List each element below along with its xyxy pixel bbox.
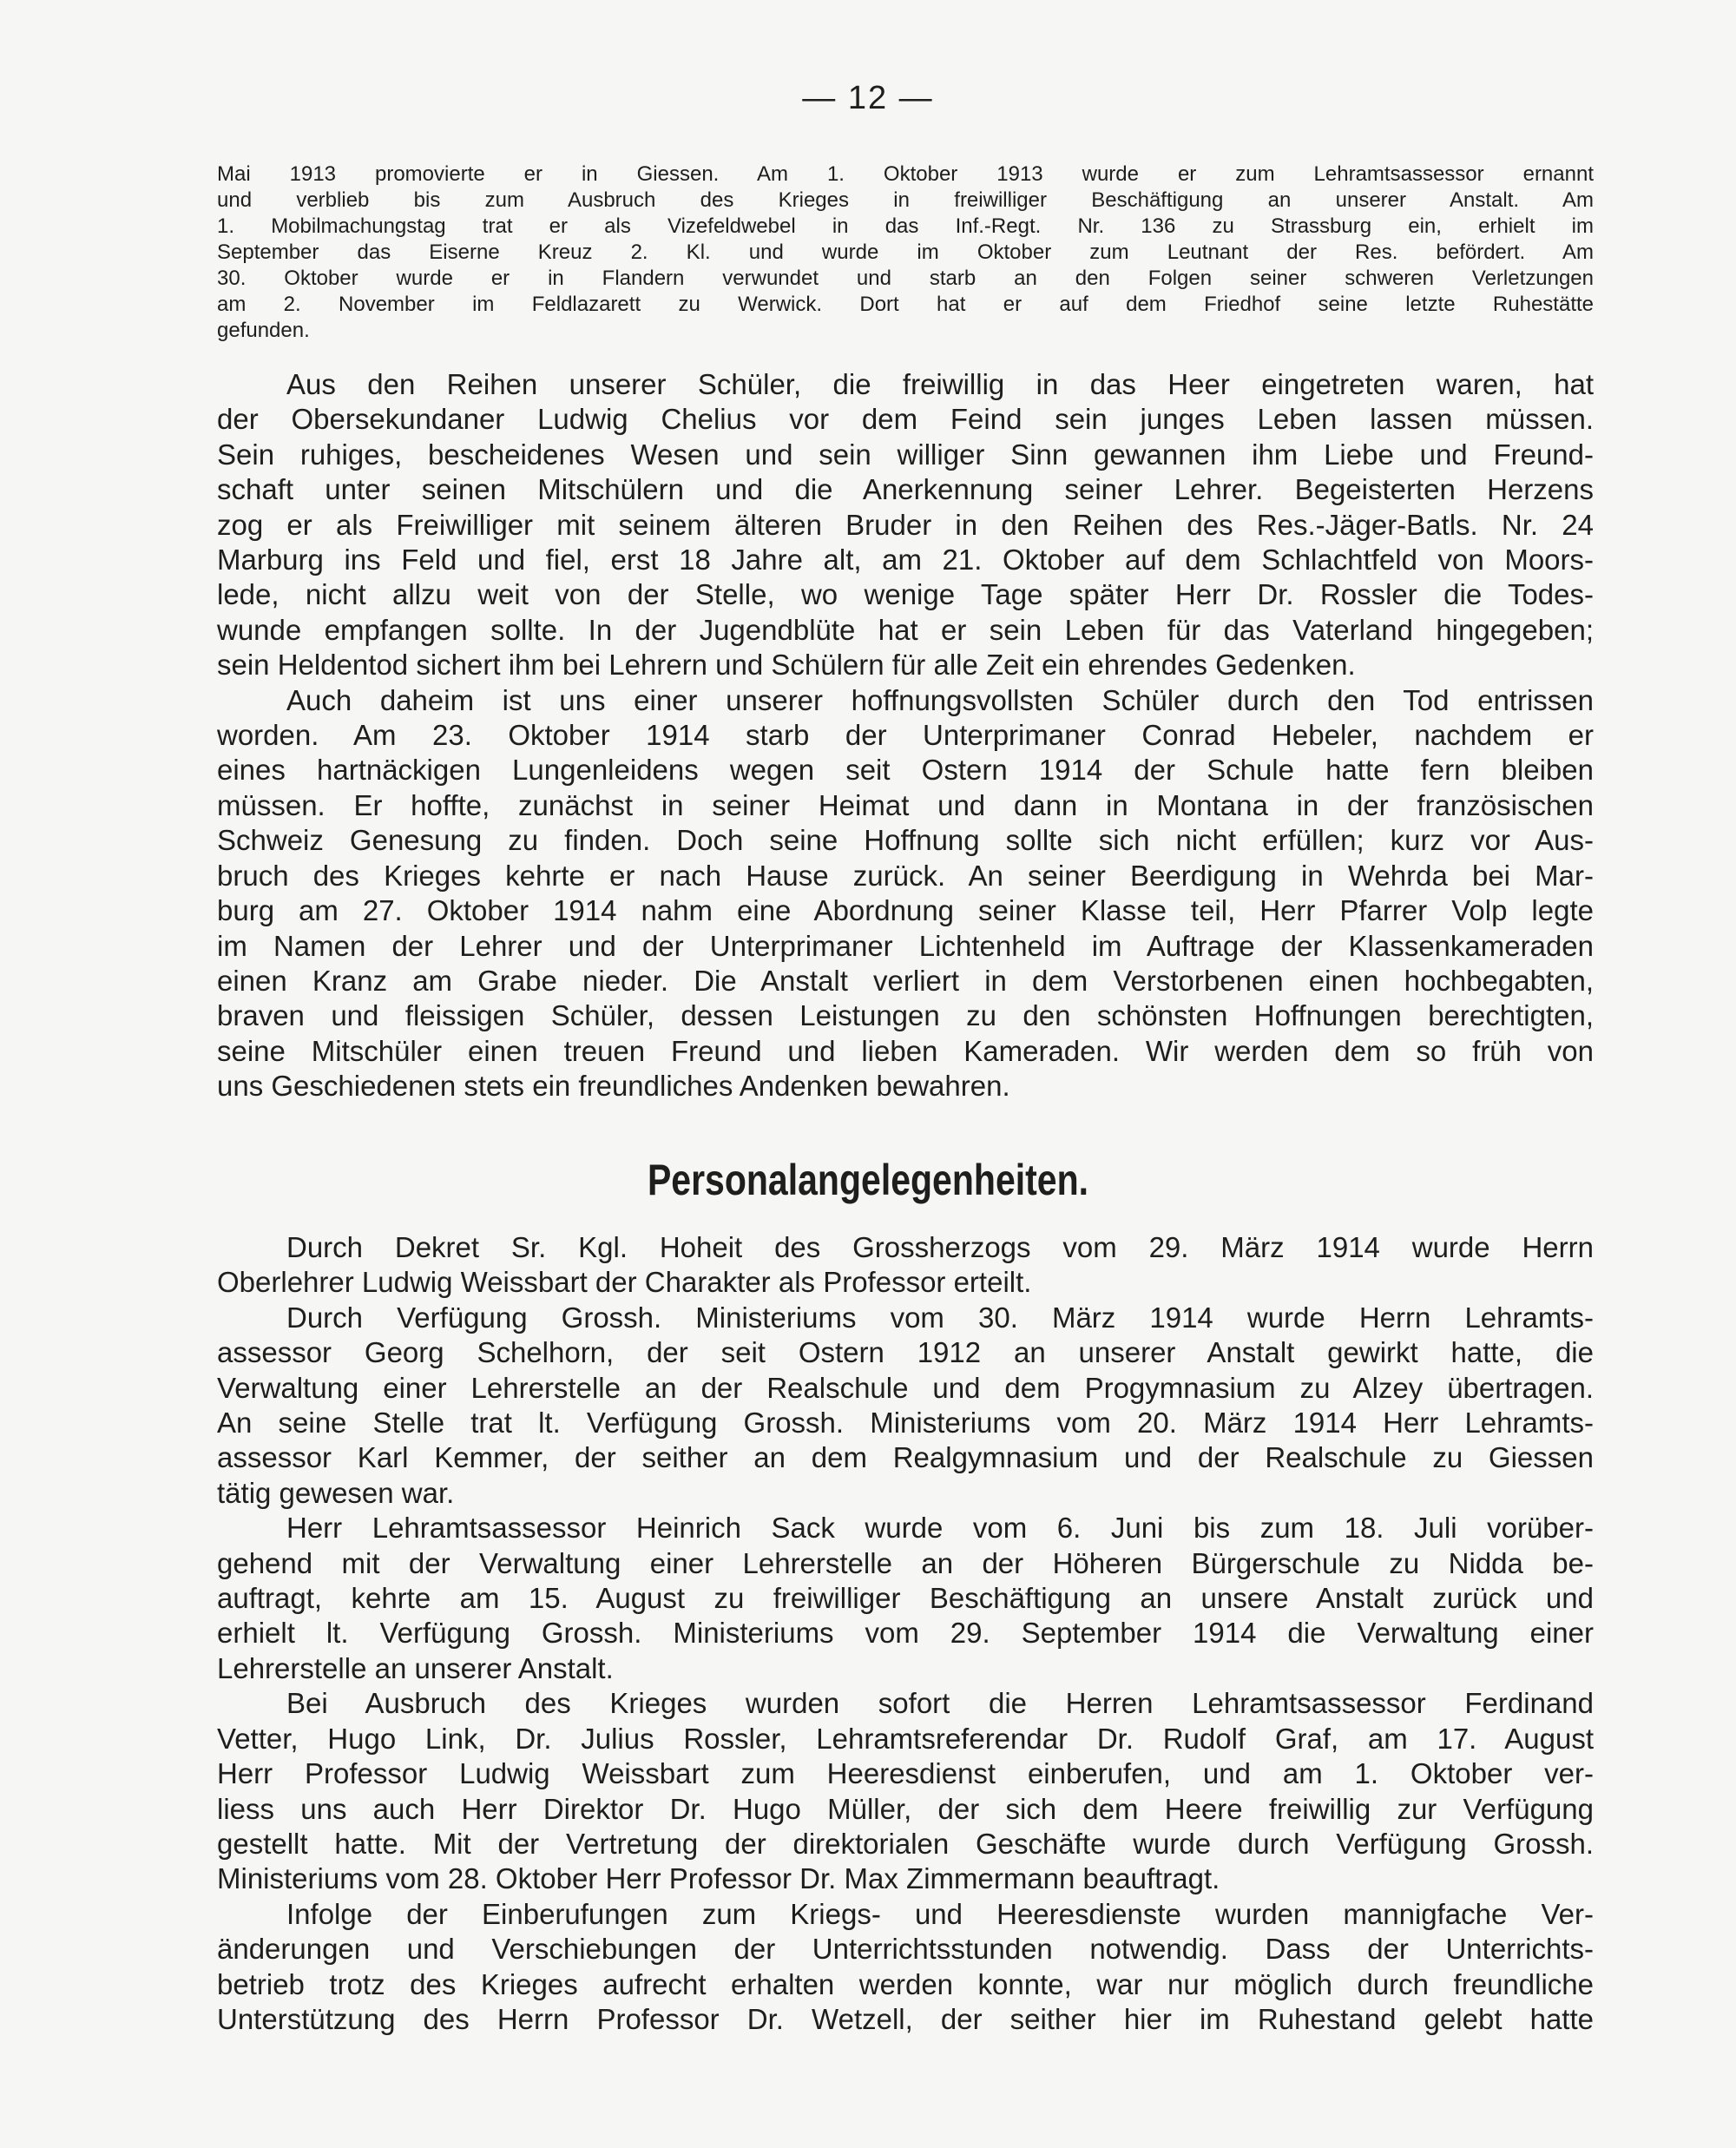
text-line: Vetter, Hugo Link, Dr. Julius Rossler, Lehramtsreferendar Dr. Rudolf Graf, am 17. August	[217, 1722, 1594, 1755]
text-line: uns Geschiedenen stets ein freundliches Andenken bewahren.	[217, 1070, 1010, 1103]
text-line: Herr Lehramtsassessor Heinrich Sack wurde vom 6. Juni bis zum 18. Juli vorüber-	[286, 1512, 1594, 1545]
text-line: gestellt hatte. Mit der Vertretung der direktorialen Geschäfte wurde durch Verfügung Grossh.	[217, 1827, 1594, 1860]
text-line: Durch Dekret Sr. Kgl. Hoheit des Grossherzogs vom 29. März 1914 wurde Herrn	[286, 1231, 1594, 1263]
obituary-section	[217, 367, 1594, 1104]
text-line: Aus den Reihen unserer Schüler, die freiwillig in das Heer eingetreten waren, hat	[286, 368, 1594, 400]
text-line: Durch Verfügung Grossh. Ministeriums vom 30. März 1914 wurde Herrn Lehramts-	[286, 1301, 1594, 1334]
footnote-paragraph	[217, 161, 1594, 344]
text-line: liess uns auch Herr Direktor Dr. Hugo Müller, der sich dem Heere freiwillig zur Verfügung	[217, 1792, 1594, 1825]
text-line: zog er als Freiwilliger mit seinem älteren Bruder in den Reihen des Res.-Jäger-Batls. Nr. 24	[217, 508, 1594, 541]
text-line: Auch daheim ist uns einer unserer hoffnungsvollsten Schüler durch den Tod entrissen	[286, 683, 1594, 716]
text-line: assessor Karl Kemmer, der seither an dem Realgymnasium und der Realschule zu Giessen	[217, 1441, 1594, 1474]
text-line: müssen. Er hoffte, zunächst in seiner Heimat und dann in Montana in der französischen	[217, 788, 1594, 821]
text-line: der Obersekundaner Ludwig Chelius vor dem Feind sein junges Leben lassen müssen.	[217, 403, 1594, 436]
text-line: Oberlehrer Ludwig Weissbart der Charakter als Professor erteilt.	[217, 1266, 1032, 1299]
text-line: betrieb trotz des Krieges aufrecht erhalten werden konnte, war nur möglich durch freundliche	[217, 1967, 1594, 2000]
page-number: — 12 —	[802, 80, 934, 116]
text-line: am 2. November im Feldlazarett zu Werwick. Dort hat er auf dem Friedhof seine letzte Ruhestätte	[217, 293, 1594, 316]
text-line: lede, nicht allzu weit von der Stelle, wo wenige Tage später Herr Dr. Rossler die Todes-	[217, 578, 1594, 611]
text-line: bruch des Krieges kehrte er nach Hause zurück. An seiner Beerdigung in Wehrda bei Mar-	[217, 859, 1594, 892]
text-line: erhielt lt. Verfügung Grossh. Ministeriums vom 29. September 1914 die Verwaltung einer	[217, 1617, 1594, 1650]
text-line: Infolge der Einberufungen zum Kriegs- und Heeresdienste wurden mannigfache Ver-	[286, 1897, 1594, 1930]
text-line: und verblieb bis zum Ausbruch des Krieges in freiwilliger Beschäftigung an unserer Anstalt. Am	[217, 188, 1594, 212]
text-line: Lehrerstelle an unserer Anstalt.	[217, 1651, 614, 1684]
text-line: Herr Professor Ludwig Weissbart zum Heeresdienst einberufen, und am 1. Oktober ver-	[217, 1757, 1594, 1790]
section-heading: Personalangelegenheiten.	[647, 1156, 1089, 1204]
paragraph	[217, 683, 1594, 1104]
text-line: An seine Stelle trat lt. Verfügung Grossh. Ministeriums vom 20. März 1914 Herr Lehramts-	[217, 1407, 1594, 1440]
paragraph	[217, 1301, 1594, 1511]
text-line: änderungen und Verschiebungen der Unterrichtsstunden notwendig. Dass der Unterrichts-	[217, 1933, 1594, 1966]
text-line: tätig gewesen war.	[217, 1476, 455, 1509]
text-line: Verwaltung einer Lehrerstelle an der Realschule und dem Progymnasium zu Alzey übertragen.	[217, 1371, 1594, 1404]
text-line: Marburg ins Feld und fiel, erst 18 Jahre alt, am 21. Oktober auf dem Schlachtfeld von Moors-	[217, 544, 1594, 577]
text-line: Ministeriums vom 28. Oktober Herr Professor Dr. Max Zimmermann beauftragt.	[217, 1862, 1220, 1895]
text-line: assessor Georg Schelhorn, der seit Ostern 1912 an unserer Anstalt gewirkt hatte, die	[217, 1336, 1594, 1369]
text-line: wunde empfangen sollte. In der Jugendblüte hat er sein Leben für das Vaterland hingegeben;	[217, 613, 1594, 646]
paragraph	[217, 1511, 1594, 1686]
paragraph	[217, 1686, 1594, 1896]
text-line: September das Eiserne Kreuz 2. Kl. und wurde im Oktober zum Leutnant der Res. befördert. Am	[217, 240, 1594, 264]
personnel-section	[217, 1230, 1594, 2037]
text-line: gefunden.	[217, 319, 310, 342]
text-line: worden. Am 23. Oktober 1914 starb der Unterprimaner Conrad Hebeler, nachdem er	[217, 719, 1594, 752]
paragraph	[217, 367, 1594, 683]
text-line: schaft unter seinen Mitschülern und die Anerkennung seiner Lehrer. Begeisterten Herzens	[217, 473, 1594, 506]
text-line: sein Heldentod sichert ihm bei Lehrern und Schülern für alle Zeit ein ehrendes Gedenken.	[217, 649, 1356, 682]
text-line: Unterstützung des Herrn Professor Dr. Wetzell, der seither hier im Ruhestand gelebt hatte	[217, 2002, 1594, 2035]
text-line: gehend mit der Verwaltung einer Lehrerstelle an der Höheren Bürgerschule zu Nidda be-	[217, 1546, 1594, 1579]
text-line: burg am 27. Oktober 1914 nahm eine Abordnung seiner Klasse teil, Herr Pfarrer Volp legte	[217, 894, 1594, 927]
paragraph	[217, 1230, 1594, 1301]
text-line: Mai 1913 promovierte er in Giessen. Am 1. Oktober 1913 wurde er zum Lehramtsassessor ernannt	[217, 162, 1594, 186]
text-line: Bei Ausbruch des Krieges wurden sofort die Herren Lehramtsassessor Ferdinand	[286, 1687, 1594, 1720]
text-line: Schweiz Genesung zu finden. Doch seine Hoffnung sollte sich nicht erfüllen; kurz vor Aus-	[217, 824, 1594, 857]
text-line: braven und fleissigen Schüler, dessen Leistungen zu den schönsten Hoffnungen berechtigten,	[217, 999, 1594, 1032]
paragraph	[217, 1897, 1594, 2038]
text-line: auftragt, kehrte am 15. August zu freiwilliger Beschäftigung an unsere Anstalt zurück und	[217, 1582, 1594, 1615]
text-line: seine Mitschüler einen treuen Freund und lieben Kameraden. Wir werden dem so früh von	[217, 1034, 1594, 1067]
text-line: eines hartnäckigen Lungenleidens wegen seit Ostern 1914 der Schule hatte fern bleiben	[217, 754, 1594, 787]
text-line: im Namen der Lehrer und der Unterprimaner Lichtenheld im Auftrage der Klassenkameraden	[217, 929, 1594, 962]
text-line: 1. Mobilmachungstag trat er als Vizefeldwebel in das Inf.-Regt. Nr. 136 zu Strassburg ein, erhielt im	[217, 214, 1594, 238]
text-line: 30. Oktober wurde er in Flandern verwundet und starb an den Folgen seiner schweren Verletzungen	[217, 267, 1594, 290]
text-line: Sein ruhiges, bescheidenes Wesen und sein williger Sinn gewannen ihm Liebe und Freund-	[217, 438, 1594, 471]
text-line: einen Kranz am Grabe nieder. Die Anstalt verliert in dem Verstorbenen einen hochbegabten,	[217, 964, 1594, 997]
